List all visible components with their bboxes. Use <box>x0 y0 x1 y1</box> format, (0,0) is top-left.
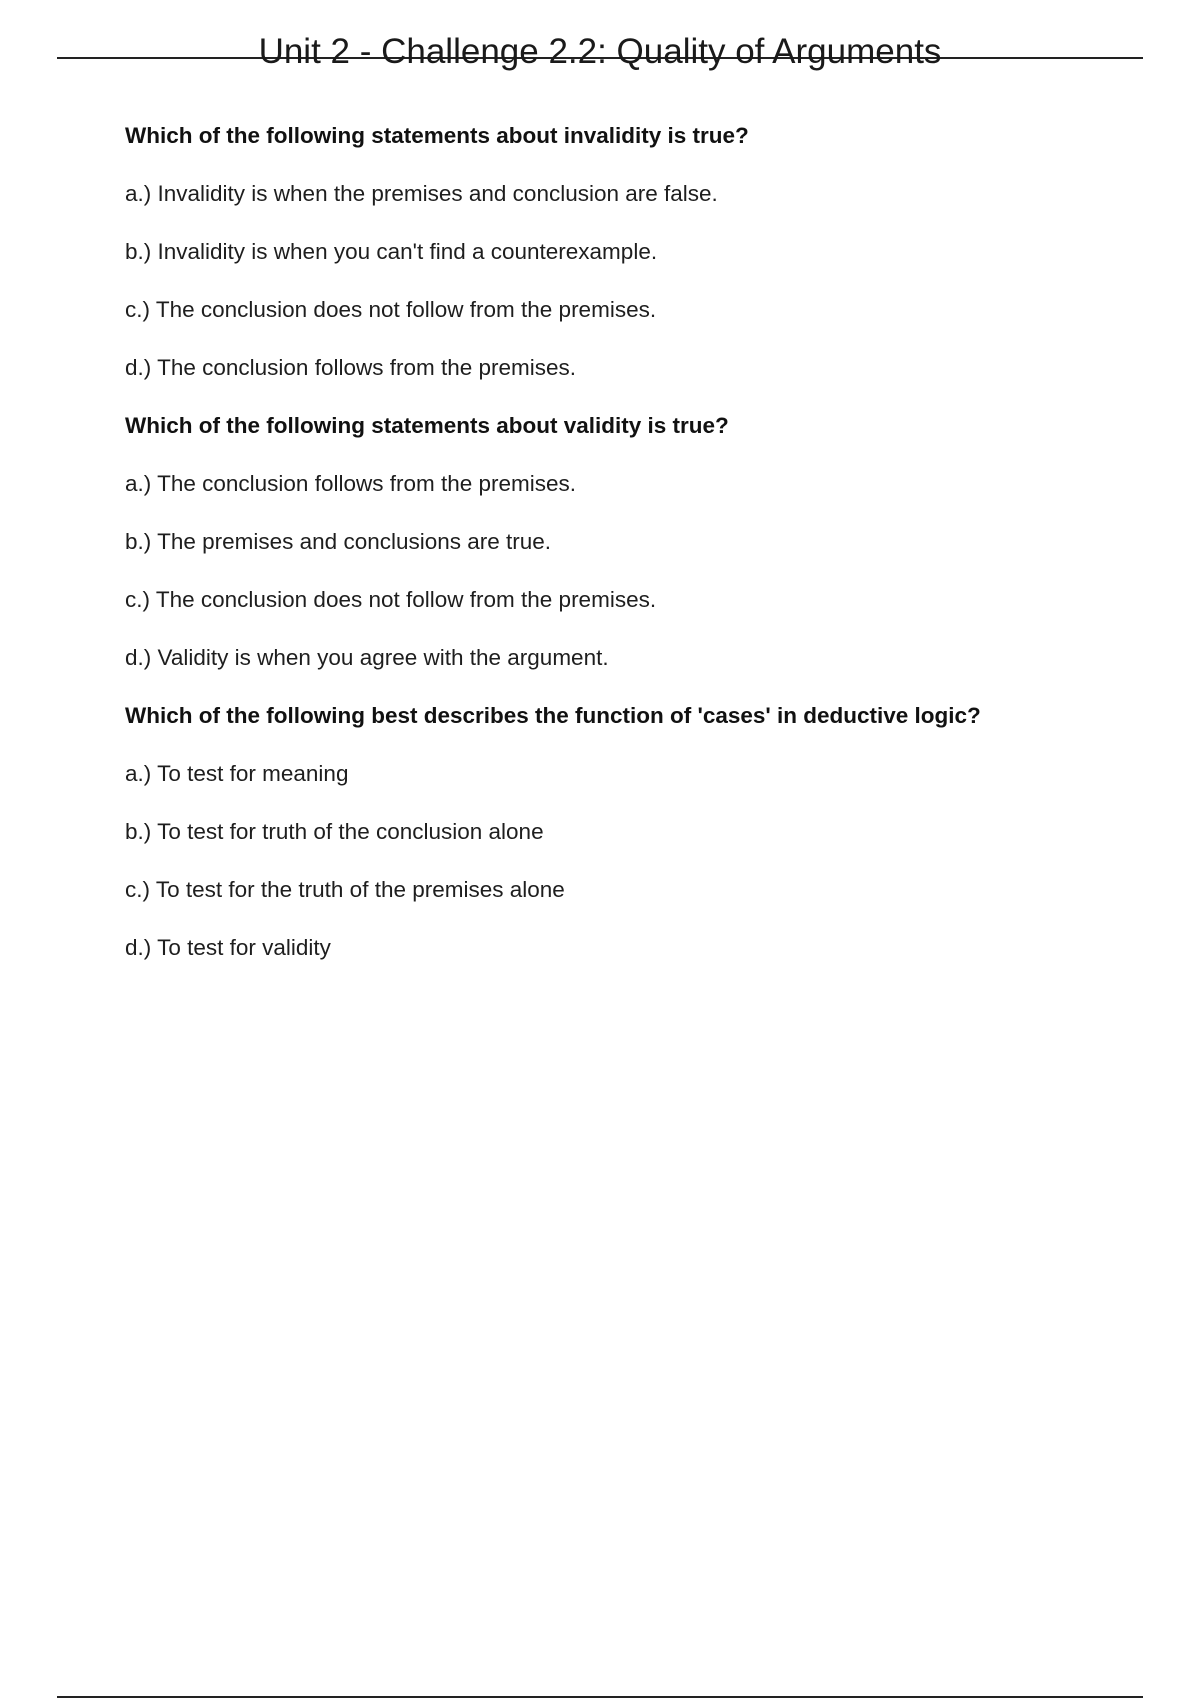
footer-rule <box>57 1696 1143 1698</box>
question-block-3 <box>125 700 1125 964</box>
question-prompt: Which of the following statements about validity is true? <box>125 413 729 438</box>
answer-option: a.) Invalidity is when the premises and conclusion are false. <box>125 181 718 206</box>
answer-option: d.) The conclusion follows from the premises. <box>125 355 577 380</box>
question-block-1 <box>125 120 1125 384</box>
answer-option: b.) The premises and conclusions are true. <box>125 529 552 554</box>
answer-option: c.) To test for the truth of the premises alone <box>125 877 565 902</box>
answer-option: a.) To test for meaning <box>125 761 349 786</box>
answer-option: a.) The conclusion follows from the premises. <box>125 471 577 496</box>
answer-option: c.) The conclusion does not follow from the premises. <box>125 297 657 322</box>
answer-option: b.) To test for truth of the conclusion alone <box>125 819 544 844</box>
question-prompt: Which of the following best describes the function of 'cases' in deductive logic? <box>125 703 981 728</box>
answer-option: d.) To test for validity <box>125 935 331 960</box>
question-prompt: Which of the following statements about invalidity is true? <box>125 123 749 148</box>
title-area <box>57 30 1143 80</box>
page-title: Unit 2 - Challenge 2.2: Quality of Arguments <box>258 32 942 71</box>
question-block-2 <box>125 410 1125 674</box>
answer-option: c.) The conclusion does not follow from the premises. <box>125 587 657 612</box>
answer-option: d.) Validity is when you agree with the argument. <box>125 645 609 670</box>
question-list <box>125 120 1125 990</box>
answer-option: b.) Invalidity is when you can't find a counterexample. <box>125 239 658 264</box>
